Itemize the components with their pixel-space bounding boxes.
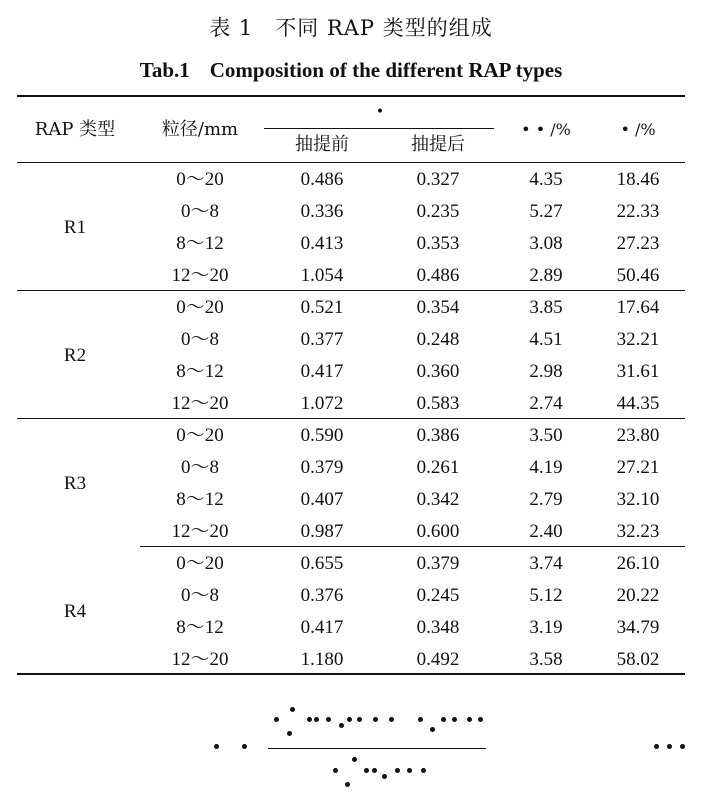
cell-col5: 5.12 bbox=[529, 585, 563, 606]
formula-dot bbox=[373, 717, 378, 722]
cell-after-extraction: 0.354 bbox=[416, 297, 460, 318]
table-title-en bbox=[0, 58, 702, 83]
cell-before-extraction: 0.336 bbox=[300, 201, 344, 222]
cell-col6: 58.02 bbox=[616, 649, 660, 670]
header-bottom-rule bbox=[17, 162, 685, 163]
cell-col6: 50.46 bbox=[616, 265, 660, 286]
cell-col5: 3.50 bbox=[529, 425, 563, 446]
formula-dot bbox=[395, 768, 400, 773]
group-divider-r2-r3 bbox=[17, 418, 685, 419]
formula-dot bbox=[326, 717, 331, 722]
formula-dot bbox=[347, 717, 352, 722]
cell-col6: 32.10 bbox=[616, 489, 660, 510]
cell-before-extraction: 0.486 bbox=[300, 169, 344, 190]
header-after-extraction: 抽提后 bbox=[411, 134, 465, 155]
cell-col6: 20.22 bbox=[616, 585, 660, 606]
formula-dot bbox=[274, 717, 279, 722]
formula-dot bbox=[372, 768, 377, 773]
cell-after-extraction: 0.360 bbox=[416, 361, 460, 382]
cell-col6: 17.64 bbox=[616, 297, 660, 318]
table-title-cn bbox=[0, 12, 702, 42]
formula-dot bbox=[307, 717, 312, 722]
cell-col6: 27.21 bbox=[616, 457, 660, 478]
cell-col5: 2.98 bbox=[529, 361, 563, 382]
formula-dot bbox=[452, 717, 457, 722]
cell-after-extraction: 0.492 bbox=[416, 649, 460, 670]
formula-dot bbox=[382, 774, 387, 779]
group-divider-r3-r4 bbox=[140, 546, 685, 547]
cell-before-extraction: 0.377 bbox=[300, 329, 344, 350]
cell-col5: 3.58 bbox=[529, 649, 563, 670]
cell-before-extraction: 0.417 bbox=[300, 361, 344, 382]
formula-dot bbox=[680, 744, 685, 749]
cell-after-extraction: 0.348 bbox=[416, 617, 460, 638]
cell-after-extraction: 0.600 bbox=[416, 521, 460, 542]
formula-dot bbox=[214, 744, 219, 749]
cell-before-extraction: 0.521 bbox=[300, 297, 344, 318]
cell-col5: 3.74 bbox=[529, 553, 563, 574]
formula-dot bbox=[654, 744, 659, 749]
cell-col6: 32.23 bbox=[616, 521, 660, 542]
group-divider-r1-r2 bbox=[17, 290, 685, 291]
formula-dot bbox=[407, 768, 412, 773]
cell-col6: 34.79 bbox=[616, 617, 660, 638]
cell-after-extraction: 0.342 bbox=[416, 489, 460, 510]
formula-dot bbox=[314, 717, 319, 722]
cell-particle-size: 8～12 bbox=[176, 361, 224, 382]
cell-after-extraction: 0.248 bbox=[416, 329, 460, 350]
cell-after-extraction: 0.379 bbox=[416, 553, 460, 574]
header-col5: • • /% bbox=[521, 120, 571, 139]
cell-before-extraction: 0.590 bbox=[300, 425, 344, 446]
table-label-en: Tab.1 bbox=[139, 58, 190, 82]
cell-col6: 23.80 bbox=[616, 425, 660, 446]
formula-dot bbox=[339, 723, 344, 728]
cell-col6: 27.23 bbox=[616, 233, 660, 254]
cell-col5: 5.27 bbox=[529, 201, 563, 222]
table-top-rule bbox=[17, 95, 685, 97]
header-rap-type: RAP 类型 bbox=[34, 119, 116, 140]
cell-particle-size: 0～8 bbox=[180, 329, 219, 350]
cell-col5: 3.19 bbox=[529, 617, 563, 638]
table-label-cn: 表 1 bbox=[209, 16, 254, 40]
cell-col5: 3.08 bbox=[529, 233, 563, 254]
cell-col5: 4.35 bbox=[529, 169, 563, 190]
formula-dot bbox=[290, 707, 295, 712]
cell-col6: 18.46 bbox=[616, 169, 660, 190]
cell-particle-size: 12～20 bbox=[171, 265, 229, 286]
cell-before-extraction: 0.987 bbox=[300, 521, 344, 542]
formula-dot bbox=[389, 717, 394, 722]
cell-before-extraction: 0.407 bbox=[300, 489, 344, 510]
cell-after-extraction: 0.386 bbox=[416, 425, 460, 446]
cell-particle-size: 0～8 bbox=[180, 201, 219, 222]
cell-col6: 31.61 bbox=[616, 361, 660, 382]
cell-before-extraction: 0.655 bbox=[300, 553, 344, 574]
formula-dot bbox=[352, 757, 357, 762]
table-bottom-rule bbox=[17, 673, 685, 675]
table-caption-en: Composition of the different RAP types bbox=[209, 58, 563, 82]
cell-col6: 26.10 bbox=[616, 553, 660, 574]
formula-dot bbox=[364, 768, 369, 773]
cell-col5: 2.89 bbox=[529, 265, 563, 286]
formula-dot bbox=[418, 717, 423, 722]
formula-dot bbox=[478, 717, 483, 722]
cell-after-extraction: 0.245 bbox=[416, 585, 460, 606]
cell-particle-size: 0～8 bbox=[180, 585, 219, 606]
cell-particle-size: 0～20 bbox=[176, 169, 224, 190]
cell-before-extraction: 0.413 bbox=[300, 233, 344, 254]
formula-dot bbox=[667, 744, 672, 749]
cell-before-extraction: 1.054 bbox=[300, 265, 344, 286]
formula-dot bbox=[242, 744, 247, 749]
header-particle-size: 粒径/mm bbox=[161, 119, 239, 140]
cell-particle-size: 12～20 bbox=[171, 521, 229, 542]
cell-before-extraction: 0.376 bbox=[300, 585, 344, 606]
cell-after-extraction: 0.235 bbox=[416, 201, 460, 222]
header-col6: • /% bbox=[620, 120, 656, 139]
cell-particle-size: 12～20 bbox=[171, 649, 229, 670]
formula-dot bbox=[441, 717, 446, 722]
cell-before-extraction: 0.379 bbox=[300, 457, 344, 478]
cell-col6: 32.21 bbox=[616, 329, 660, 350]
cell-particle-size: 12～20 bbox=[171, 393, 229, 414]
cell-after-extraction: 0.583 bbox=[416, 393, 460, 414]
cell-after-extraction: 0.486 bbox=[416, 265, 460, 286]
cell-col6: 22.33 bbox=[616, 201, 660, 222]
cell-before-extraction: 1.180 bbox=[300, 649, 344, 670]
cell-particle-size: 8～12 bbox=[176, 233, 224, 254]
cell-col5: 2.79 bbox=[529, 489, 563, 510]
cell-rap-type: R4 bbox=[63, 601, 87, 622]
cell-before-extraction: 1.072 bbox=[300, 393, 344, 414]
cell-col5: 2.40 bbox=[529, 521, 563, 542]
formula-dot bbox=[430, 727, 435, 732]
header-group-rule bbox=[264, 128, 494, 129]
cell-particle-size: 8～12 bbox=[176, 489, 224, 510]
cell-after-extraction: 0.327 bbox=[416, 169, 460, 190]
cell-particle-size: 0～20 bbox=[176, 425, 224, 446]
cell-particle-size: 0～8 bbox=[180, 457, 219, 478]
formula-dot bbox=[345, 782, 350, 787]
cell-col5: 4.51 bbox=[529, 329, 563, 350]
formula-dot bbox=[467, 717, 472, 722]
cell-particle-size: 0～20 bbox=[176, 553, 224, 574]
cell-particle-size: 0～20 bbox=[176, 297, 224, 318]
formula-dot bbox=[287, 731, 292, 736]
header-before-extraction: 抽提前 bbox=[295, 134, 349, 155]
cell-col5: 4.19 bbox=[529, 457, 563, 478]
formula-fraction-line bbox=[268, 748, 486, 749]
cell-after-extraction: 0.353 bbox=[416, 233, 460, 254]
formula-dot bbox=[421, 768, 426, 773]
table-caption-cn: 不同 RAP 类型的组成 bbox=[275, 16, 493, 40]
formula-dot bbox=[357, 717, 362, 722]
cell-rap-type: R2 bbox=[63, 345, 87, 366]
header-group-label: • bbox=[375, 104, 385, 120]
cell-rap-type: R3 bbox=[63, 473, 87, 494]
cell-col5: 2.74 bbox=[529, 393, 563, 414]
cell-after-extraction: 0.261 bbox=[416, 457, 460, 478]
formula-dot bbox=[333, 768, 338, 773]
cell-rap-type: R1 bbox=[63, 217, 87, 238]
cell-col5: 3.85 bbox=[529, 297, 563, 318]
cell-particle-size: 8～12 bbox=[176, 617, 224, 638]
cell-col6: 44.35 bbox=[616, 393, 660, 414]
cell-before-extraction: 0.417 bbox=[300, 617, 344, 638]
